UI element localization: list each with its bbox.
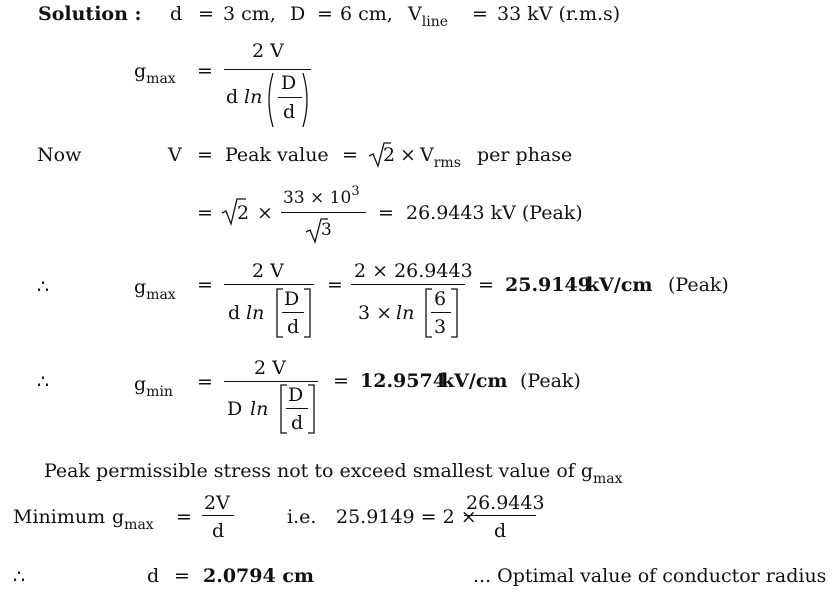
d-value: 3 cm,: [223, 3, 276, 25]
equation-lhs: 25.9149 = 2 ×: [336, 506, 477, 528]
final-result: 2.0794 cm: [203, 565, 315, 587]
left-paren: [264, 72, 274, 128]
equals-sign: =: [197, 202, 213, 224]
den-3-times: 3 ×: [358, 302, 393, 324]
D-value: 6 cm,: [340, 3, 393, 25]
den-D: D: [227, 398, 243, 420]
fraction-bar: [224, 69, 311, 70]
equals-sign: =: [378, 202, 394, 224]
frac-bot-d: d: [287, 316, 300, 338]
fraction-bar: [202, 515, 234, 516]
den-d: d: [226, 86, 239, 108]
g-max-symbol: $g_{max}$: [134, 276, 176, 303]
equals-sign: =: [327, 274, 343, 296]
var-V-rms: $V_{rms}$: [420, 144, 461, 171]
times-sign: ×: [400, 144, 416, 166]
frac-top-D: D: [288, 384, 304, 406]
times-sign: ×: [257, 202, 273, 224]
solution-label: Solution :: [38, 3, 142, 25]
gmin-result: 12.9574: [360, 370, 446, 392]
var-V-line: $V_{line}$: [408, 3, 448, 30]
root-2: 2: [383, 144, 396, 166]
ln-text: ln: [396, 302, 415, 324]
g-max-symbol: $g_{max}$: [134, 60, 176, 87]
right-bracket: [307, 384, 315, 434]
now-label: Now: [37, 144, 82, 166]
fraction-bar: [224, 381, 318, 382]
equals-sign: =: [176, 506, 192, 528]
minimum-label: Minimum: [13, 506, 106, 528]
right-paren: [302, 72, 312, 128]
frac-bot-d: d: [291, 412, 304, 434]
left-bracket: [425, 288, 433, 338]
ln-text: ln: [250, 398, 269, 420]
peak-label: (Peak): [520, 370, 581, 392]
equals-sign: =: [174, 565, 190, 587]
fraction-bar: [464, 515, 536, 516]
gmax-result: 25.9149: [505, 274, 591, 296]
v-result: 26.9443 kV (Peak): [406, 202, 583, 224]
right-bracket: [450, 288, 458, 338]
root-3: 3: [321, 220, 332, 240]
frac-bot-d: d: [283, 101, 296, 123]
numerator: 2V: [204, 492, 230, 514]
stress-statement: Peak permissible stress not to exceed smallest value of $g_{max}$: [44, 460, 623, 487]
fraction-bar: [224, 284, 314, 285]
fraction-bar: [351, 284, 465, 285]
inner-fraction-bar: [278, 97, 302, 98]
root-2: 2: [237, 202, 250, 224]
den-d: d: [228, 302, 241, 324]
gmin-unit: kV/cm: [441, 370, 508, 392]
frac-bot-3: 3: [434, 316, 447, 338]
equals-sign: =: [197, 144, 213, 166]
inner-fraction-bar: [282, 312, 304, 313]
numerator: 2 V: [252, 260, 284, 282]
left-bracket: [276, 288, 284, 338]
ln-text: ln: [244, 86, 263, 108]
right-bracket: [303, 288, 311, 338]
equals-sign: =: [478, 274, 494, 296]
equals-sign: =: [197, 371, 213, 393]
g-min-symbol: $g_{min}$: [134, 373, 173, 400]
inner-fraction-bar: [431, 312, 451, 313]
therefore-symbol: ∴: [37, 276, 50, 298]
ln-text: ln: [246, 302, 265, 324]
equals-sign: =: [472, 3, 488, 25]
equals-sign: =: [317, 3, 333, 25]
var-D: D: [290, 3, 306, 25]
equals-sign: =: [198, 3, 214, 25]
equals-sign: =: [342, 144, 358, 166]
denominator: d: [494, 520, 507, 542]
equals-sign: =: [197, 60, 213, 82]
optimal-note: ... Optimal value of conductor radius: [473, 565, 827, 587]
therefore-symbol: ∴: [37, 371, 50, 393]
fraction-bar: [281, 212, 366, 213]
frac-top-D: D: [281, 72, 297, 94]
numerator: 26.9443: [466, 492, 545, 514]
denominator: d: [212, 520, 225, 542]
g-max-symbol: $g_{max}$: [112, 506, 154, 533]
var-d: d: [147, 565, 160, 587]
frac-top-6: 6: [434, 288, 447, 310]
inner-fraction-bar: [286, 408, 308, 409]
numerator: $33 \times 10^3$: [283, 184, 360, 208]
V-line-value: 33 kV (r.m.s): [497, 3, 621, 25]
per-phase-text: per phase: [477, 144, 573, 166]
var-d: d: [170, 3, 183, 25]
numerator: 2 × 26.9443: [354, 260, 473, 282]
left-bracket: [280, 384, 288, 434]
equals-sign: =: [333, 370, 349, 392]
peak-value-text: Peak value: [225, 144, 329, 166]
numerator: 2 V: [254, 357, 286, 379]
var-V: V: [168, 144, 182, 166]
therefore-symbol: ∴: [13, 566, 26, 588]
numerator: 2 V: [252, 40, 284, 62]
equals-sign: =: [197, 274, 213, 296]
frac-top-D: D: [284, 288, 300, 310]
gmax-unit: kV/cm: [586, 274, 653, 296]
peak-label: (Peak): [668, 274, 729, 296]
ie-text: i.e.: [287, 506, 317, 528]
